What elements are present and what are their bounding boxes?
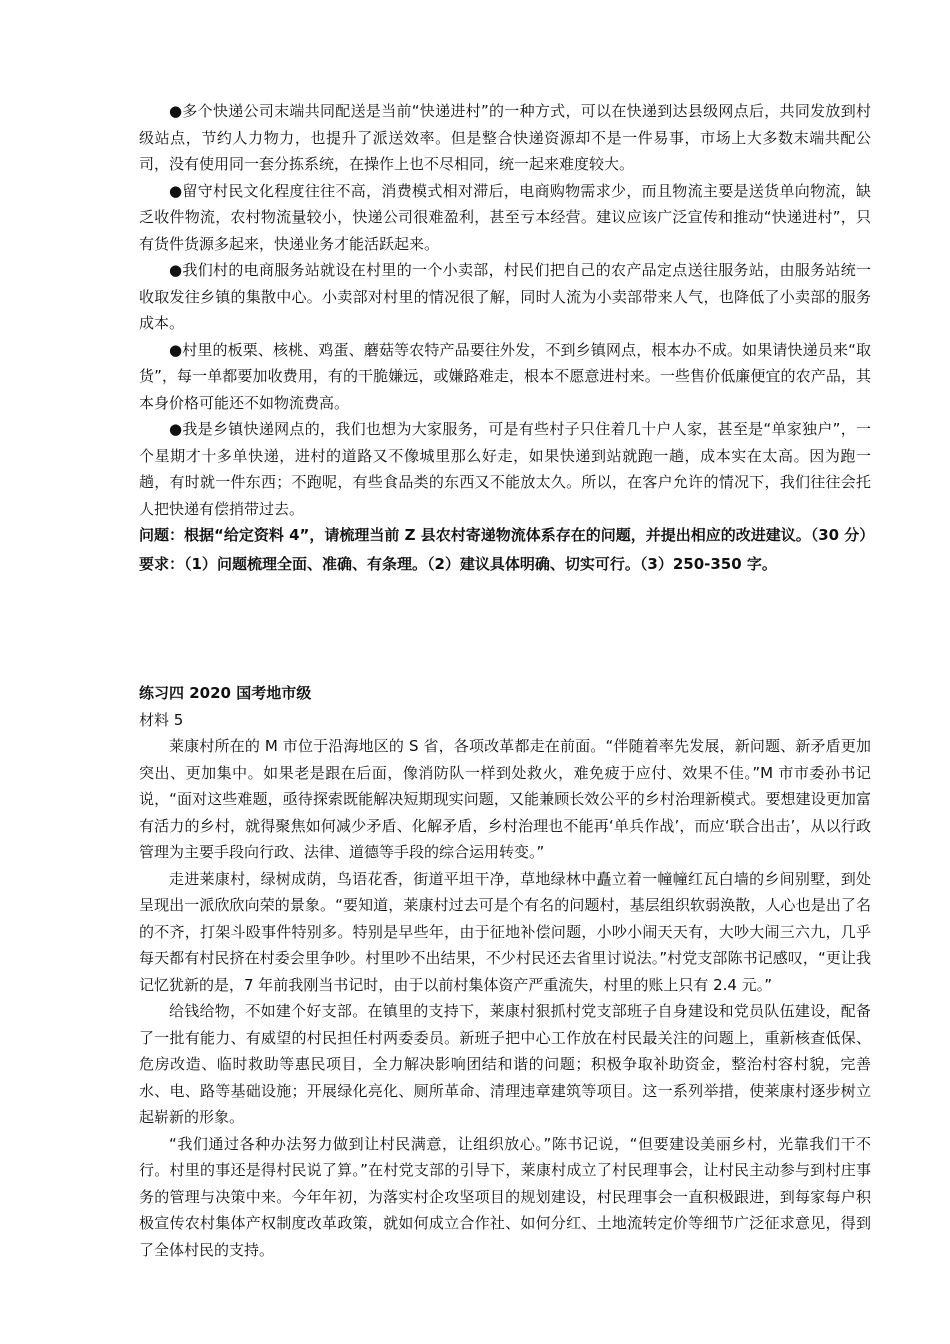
- requirement-text: 要求：（1）问题梳理全面、准确、有条理。（2）建议具体明确、切实可行。（3）250-350 字。: [139, 554, 777, 573]
- body-paragraph: 给钱给物，不如建个好支部。在镇里的支持下，莱康村狠抓村党支部班子自身建设和党员队伍建设，配备了一批有能力、有威望的村民担任村两委委员。新班子把中心工作放在村民最关注的问题上，重新核查低保、危房改造、临时救助等惠民项目，全力解决影响团结和谐的问题；积极争取补助资金，整治村容村貌，完善水、电、路等基础设施；开展绿化亮化、厕所革命、清理违章建筑等项目。这一系列举措，使莱康村逐步树立起崭新的形象。: [139, 1002, 871, 1126]
- bullet-paragraph: ●我是乡镇快递网点的，我们也想为大家服务，可是有些村子只住着几十户人家，甚至是“单家独户”，一个星期才十多单快递，进村的道路又不像城里那么好走，如果快递到站就跑一趟，成本实在太高。因为跑一趟，有时就一件东西；不跑呢，有些食品类的东西又不能放太久。所以，在客户允许的情况下，我们往往会托人把快递有偿捎带过去。: [139, 420, 871, 518]
- bullet-paragraph: ●多个快递公司末端共同配送是当前“快递进村”的一种方式，可以在快递到达县级网点后，共同发放到村级站点，节约人力物力，也提升了派送效率。但是整合快递资源却不是一件易事，市场上大多数末端共配公司，没有使用同一套分拣系统，在操作上也不尽相同，统一起来难度较大。: [139, 102, 871, 173]
- body-paragraph: “我们通过各种办法努力做到让村民满意，让组织放心。”陈书记说，“但要建设美丽乡村，光靠我们干不行。村里的事还是得村民说了算。”在村党支部的引导下，莱康村成立了村民理事会，让村民主动参与到村庄事务的管理与决策中来。今年年初，为落实村企攻坚项目的规划建设，村民理事会一直积极跟进，到每家每户积极宣传农村集体产权制度改革政策，就如何成立合作社、如何分红、土地流转定价等细节广泛征求意见，得到了全体村民的支持。: [139, 1134, 871, 1259]
- section-gap: [139, 577, 871, 680]
- bullet-paragraph: ●村里的板栗、核桃、鸡蛋、蘑菇等农特产品要往外发，不到乡镇网点，根本办不成。如果请快递员来“取货”，每一单都要加收费用，有的干脆嫌远，或嫌路难走，根本不愿意进村来。一些售价低廉便宜的农产品，其本身价格可能还不如物流费高。: [139, 340, 871, 412]
- bullet-paragraph: ●我们村的电商服务站就设在村里的一个小卖部，村民们把自己的农产品定点送往服务站，由服务站统一收取发往乡镇的集散中心。小卖部对村里的情况很了解，同时人流为小卖部带来人气，也降低了小卖部的服务成本。: [139, 261, 871, 332]
- bullet-paragraph: ●留守村民文化程度往往不高，消费模式相对滞后，电商购物需求少，而且物流主要是送货单向物流，缺乏收件物流，农村物流量较小，快递公司很难盈利，甚至亏本经营。建议应该广泛宣传和推动“快递进村”，只有货件货源多起来，快递业务才能活跃起来。: [139, 181, 871, 253]
- body-paragraph: 莱康村所在的 M 市位于沿海地区的 S 省，各项改革都走在前面。“伴随着率先发展，新问题、新矛盾更加突出、更加集中。如果老是跟在后面，像消防队一样到处救火，难免疲于应付、效果不佳。”M 市市委孙书记说，“面对这些难题，亟待探索既能解决短期现实问题，又能兼顾长效公平的乡村治理新模式。要想建设更加富有活力的乡村，就得聚焦如何减少矛盾、化解矛盾，乡村治理也不能再‘单兵作战’，而应‘联合出击’，从以行政管理为主要手段向行政、法律、道德等手段的综合运用转变。”: [139, 737, 871, 861]
- document-content: [139, 98, 875, 1263]
- body-paragraph: 走进莱康村，绿树成荫，鸟语花香，街道平坦干净，草地绿林中矗立着一幢幢红瓦白墙的乡间别墅，到处呈现出一派欣欣向荣的景象。“要知道，莱康村过去可是个有名的问题村，基层组织软弱涣散，人心也是出了名的不齐，打架斗殴事件特别多。特别是早些年，由于征地补偿问题，小吵小闹天天有，大吵大闹三六九，几乎每天都有村民挤在村委会里争吵。村里吵不出结果，不少村民还去省里讨说法。”村党支部陈书记感叹，“更让我记忆犹新的是，7 年前我刚当书记时，由于以前村集体资产严重流失，村里的账上只有 2.4 元。”: [139, 869, 871, 994]
- section-title: 练习四 2020 国考地市级: [139, 684, 312, 702]
- question-text: 问题：根据“给定资料 4”，请梳理当前 Z 县农村寄递物流体系存在的问题，并提出相应的改进建议。（30 分）: [139, 526, 875, 544]
- material-label: 材料 5: [139, 710, 184, 729]
